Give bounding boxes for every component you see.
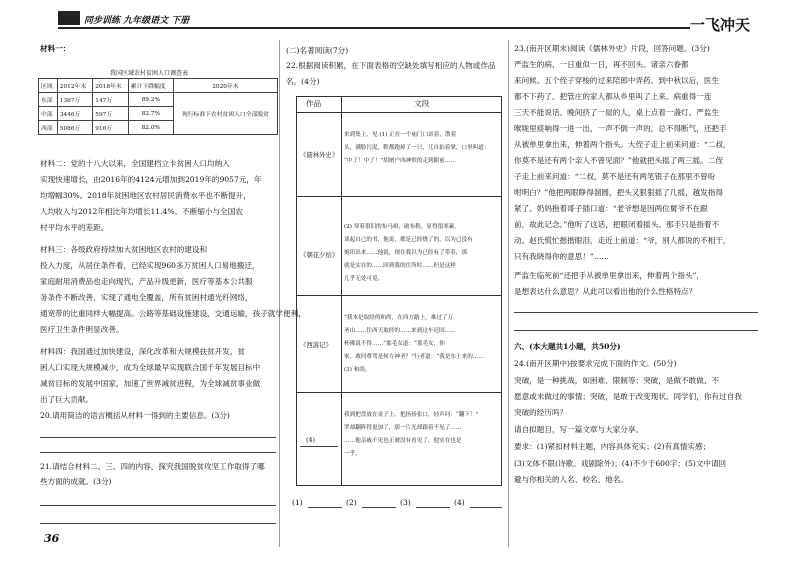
material2-line: 村平均水平的差距。 bbox=[40, 223, 109, 232]
passage-line: 都不下药了。把管庄的家人都从乡里叫了上来。病重得一连 bbox=[514, 92, 712, 101]
table-cell: 82.0% bbox=[128, 121, 173, 135]
work-title-blank[interactable]: (4) bbox=[306, 436, 316, 444]
material2-line: 均增幅30%。2018年贫困地区农村居民消费水平也不断提升， bbox=[40, 191, 251, 200]
question-21: 些方面的成就。(3分) bbox=[40, 477, 112, 486]
table-header: 区域 bbox=[39, 79, 58, 93]
excerpt-line: 谈起自己的书，他说，都是已经烧了的，以为已没有 bbox=[344, 237, 473, 243]
work-title: 《朝花夕拾》 bbox=[300, 251, 339, 259]
excerpt-line: (2) 穿着很旧的布马褂，破布鞋，显得很寒素。 bbox=[344, 224, 460, 230]
table-cell: 82.7% bbox=[128, 107, 173, 121]
essay-prompt-line: 请自拟题目，写一篇文章与大家分享。 bbox=[514, 425, 644, 434]
excerpt-line: 头，满脸污泥，鞋都跑掉了一只，兀自拍着掌，口里叫道： bbox=[344, 145, 490, 151]
blank-label: (4) bbox=[454, 498, 465, 507]
excerpt-line: 来到集上，见 (1) 正在一个庙门口站着，散着 bbox=[344, 132, 457, 138]
answer-line-q21[interactable] bbox=[40, 523, 276, 524]
material4-line: 材料四：我国通过加快建设，深化改革和大规模扶贫开发，贫 bbox=[40, 347, 246, 356]
passage-line: 前，故此记念。”他听了这话，把眼闭着摇头。那手只是指着不 bbox=[514, 220, 720, 229]
material4-line: 困人口实现大规模减少，成为全球最早实现联合国千年发展目标中 bbox=[40, 363, 261, 372]
blank-answer-line[interactable] bbox=[362, 507, 396, 508]
essay-requirement-line: 要求：(1)紧扣材料主题，内容具体充实；(2)有真情实感； bbox=[514, 442, 711, 451]
blank-answer-line[interactable] bbox=[416, 507, 450, 508]
table-header: 2018年末 bbox=[93, 79, 129, 93]
passage-line: 子走上前来问道：“二叔，莫不是还有两笔银子在那里不曾吩 bbox=[514, 172, 716, 181]
table-divider bbox=[341, 97, 342, 485]
material4-line: 出了巨大贡献。 bbox=[40, 395, 94, 404]
table-header: 2012年末 bbox=[57, 79, 93, 93]
work-title: 《西游记》 bbox=[300, 341, 332, 349]
column-header-text: 文段 bbox=[414, 99, 430, 108]
blank-answer-line[interactable] bbox=[470, 507, 502, 508]
passage-line: 喉咙里痰响得一进一出，一声不倒一声的，总不得断气，还把手 bbox=[514, 124, 727, 133]
poverty-table-title: 我国区域农村贫困人口调查表 bbox=[110, 70, 189, 77]
table-note-cell: 现行标准下农村贫困人口全部脱贫 bbox=[173, 93, 277, 135]
blank-label: (2) bbox=[346, 498, 357, 507]
answer-line-q21[interactable] bbox=[40, 505, 276, 506]
essay-requirement-line: 避与你相关的人名、校名、地名。 bbox=[514, 475, 628, 484]
work-title-underline[interactable] bbox=[300, 446, 338, 447]
table-cell: 1367万 bbox=[57, 93, 93, 107]
table-divider bbox=[297, 295, 501, 296]
page-number: 36 bbox=[44, 532, 60, 545]
question-22: 22.根据阅读积累，在下面表格的空缺处填写相应的人物或作品 bbox=[286, 61, 496, 70]
excerpt-line: 杯佛说不得……”那毛女道：“那毛女，你 bbox=[344, 341, 445, 347]
header-series-title: 同步训练 九年级语文 下册 bbox=[84, 16, 190, 26]
material3-line: 投入力度，从居住条件看，已经实现960多万贫困人口易地搬迁， bbox=[40, 261, 260, 270]
answer-line-q20[interactable] bbox=[40, 452, 276, 453]
answer-line-q23[interactable] bbox=[514, 312, 758, 313]
logo-badge bbox=[58, 11, 80, 25]
brand-title: 一飞冲天 bbox=[690, 16, 751, 34]
question-20: 20.请用简洁的语言概括从材料一得到的主要信息。(3分) bbox=[40, 411, 230, 420]
section-six-title: 六、(本大题共1小题，共50分) bbox=[514, 342, 621, 351]
header bbox=[0, 0, 800, 34]
question-22: 名。(4分) bbox=[286, 77, 320, 86]
excerpt-line: 罗却翻阵得更加了，那一片光却跟着不见了…… bbox=[344, 425, 462, 431]
table-cell: 中部 bbox=[39, 107, 58, 121]
excerpt-line: “我本是取经的和尚，在西方路上，难过了万 bbox=[344, 315, 454, 321]
answer-line-q20[interactable] bbox=[40, 437, 276, 438]
essay-prompt-line: 突破，是一种挑战，如困难、限制等；突破，是做不敢做、不 bbox=[514, 376, 720, 385]
material3-line: 家庭耐用消费品也走向现代，产品升级更新，医疗等基本公共服 bbox=[40, 277, 253, 286]
excerpt-line: 就是实在的……回到我的住所时……但是这样 bbox=[344, 263, 456, 269]
passage-line: 从被单里拿出来，伸着两个指头。大侄子走上前来问道：“二叔， bbox=[514, 140, 731, 149]
table-header: 累计下降幅度 bbox=[128, 79, 173, 93]
column-header-work: 作品 bbox=[306, 99, 322, 108]
table-divider bbox=[297, 112, 501, 113]
table-row bbox=[39, 93, 278, 107]
table-divider bbox=[297, 392, 501, 393]
passage-line: 紧了。奶妈抱着哥子插口道：“老爷想是因两位舅爷不在跟 bbox=[514, 204, 708, 213]
table-cell: 东部 bbox=[39, 93, 58, 107]
excerpt-line: 一乎。 bbox=[344, 451, 361, 457]
question-24: 24.(南开区期中)按要求完成下面的作文。(50分) bbox=[514, 359, 677, 368]
essay-prompt-line: 突破的经历吗？ bbox=[514, 408, 568, 417]
material2-line: 人均收入与2012年相比年均增长11.4%。不断缩小与全国农 bbox=[40, 207, 243, 216]
essay-requirement-line: (3)文体不限(诗歌、戏剧除外)；(4)不少于600字；(5)文中请回 bbox=[514, 459, 727, 468]
excerpt-line: 家，敢问尊驾是何方神圣？”行者道：“我是东土来的…… bbox=[344, 354, 484, 360]
table-cell: 西部 bbox=[39, 121, 58, 135]
header-rule bbox=[58, 27, 690, 29]
table-header: 2020年末 bbox=[173, 79, 277, 93]
material1-label: 材料一： bbox=[40, 44, 71, 53]
question-23-prompt: 严监生临死前“还把手从被单里拿出来，伸着两个指头”， bbox=[514, 271, 705, 280]
passage-line: 严监生的病，一日重似一日，再不回头。诸亲六眷都 bbox=[514, 60, 689, 69]
excerpt-line: 圣山……往西天取经的……来到这车迟国…… bbox=[344, 328, 456, 334]
material3-line: 务条件不断改善，实现了通电全覆盖，所有贫困村通光纤网络， bbox=[40, 293, 253, 302]
material2-line: 材料二：党的十八大以来，全国建档立卡贫困人口均纳入 bbox=[40, 159, 230, 168]
passage-line: 三天不能说话。晚间挤了一屋的人，桌上点着一盏灯。严监生 bbox=[514, 108, 720, 117]
excerpt-line: (3) 和尚。 bbox=[344, 367, 371, 373]
material2-line: 实现快速增长，由2016年的4124元增加到2019年的9057元，年 bbox=[40, 175, 262, 184]
passage-line: 动。赵氏慌忙揩揩眼泪，走近上前道：“爷，别人都说的不相干， bbox=[514, 236, 731, 245]
table-header-row bbox=[39, 79, 278, 93]
passage-line: 咐明白？”他把两眼睁得溜圆，把头又狠狠摇了几摇，越发指得 bbox=[514, 188, 723, 197]
table-cell: 3446万 bbox=[57, 107, 93, 121]
material3-line: 材料三：各级政府持续加大贫困地区农村的建设和 bbox=[40, 245, 208, 254]
material3-line: 通宽带的比重同样大幅提高。公路等基础设施建设，交通运输，孩子就学便利， bbox=[40, 309, 306, 318]
material3-line: 医疗卫生条件明显改善。 bbox=[40, 325, 124, 334]
passage-line: 只有我晓得你的意思！”…… bbox=[514, 252, 610, 261]
excerpt-line: 我到把盘放在桌子上，把扬扬张口，轻声问：“翻下！” bbox=[344, 412, 479, 418]
column-divider-left bbox=[279, 40, 280, 547]
column-divider-right bbox=[508, 40, 509, 547]
blank-label: (1) bbox=[292, 498, 303, 507]
excerpt-line: 刻印出来……他说，现在我以为已经有了带着，那 bbox=[344, 250, 468, 256]
question-23: 23.(南开区期末)阅读《儒林外史》片段，回答问题。(3分) bbox=[514, 44, 710, 53]
essay-prompt-line: 愿意或未做过的事情；突破，是敢于改变现状。同学们，你有过自我 bbox=[514, 392, 742, 401]
question-21: 21.请结合材料二、三、四的内容，探究我国脱贫攻坚工作取得了哪 bbox=[40, 462, 265, 471]
passage-line: 你莫不是还有两个亲人不曾见面？”他就把头摇了两三摇。二侄 bbox=[514, 156, 723, 165]
table-cell: 5086万 bbox=[57, 121, 93, 135]
table-cell: 89.2% bbox=[128, 93, 173, 107]
blank-answer-line[interactable] bbox=[308, 507, 342, 508]
blank-label: (3) bbox=[400, 498, 411, 507]
table-cell: 147万 bbox=[93, 93, 129, 107]
poverty-table bbox=[38, 78, 278, 135]
table-cell: 597万 bbox=[93, 107, 129, 121]
excerpt-line: 几乎无处可觅。 bbox=[344, 276, 384, 282]
material4-line: 减贫目标的发展中国家，加速了世界减贫进程，为全球减贫事业做 bbox=[40, 379, 261, 388]
section-title-famous-books: (二)名著阅读(7分) bbox=[286, 46, 349, 55]
question-23-prompt: 是想表达什么意思？从此可以看出他的什么性格特点？ bbox=[514, 287, 697, 296]
table-cell: 916万 bbox=[93, 121, 129, 135]
excerpt-line: “中了！中了！”胡屠户凶神似的走到跟前…… bbox=[344, 158, 457, 164]
work-title: 《儒林外史》 bbox=[300, 151, 339, 159]
passage-line: 来问候。五个侄子穿梭的过来陪郎中弄药。到中秋以后，医生 bbox=[514, 76, 720, 85]
excerpt-line: ……他亲戚不见也正被没有看见了，他实在也是 bbox=[344, 438, 462, 444]
table-divider bbox=[297, 196, 501, 197]
answer-line-q23[interactable] bbox=[514, 330, 758, 331]
